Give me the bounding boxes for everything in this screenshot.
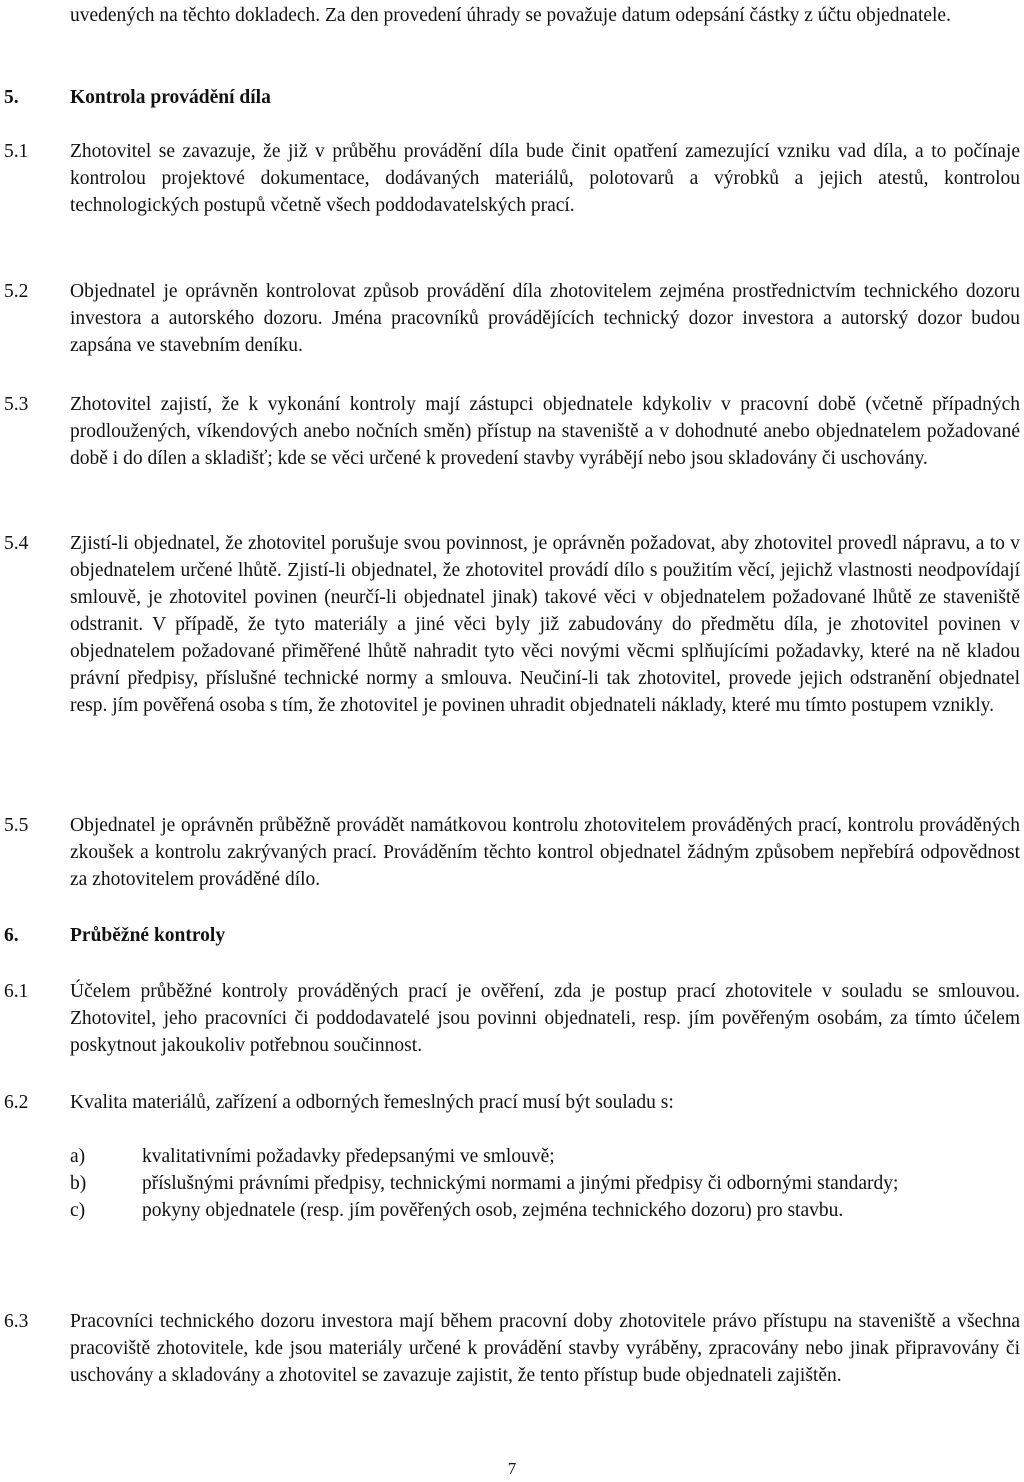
clause-number: 6.3 <box>4 1311 29 1332</box>
clause-number: 5.3 <box>4 394 29 415</box>
list-item-text: příslušnými právními předpisy, technickými normami a jinými předpisy či odbornými standardy; <box>142 1173 899 1194</box>
clause-text: Objednatel je oprávněn kontrolovat způsob provádění díla zhotovitelem zejména prostřednictvím technického dozoru investora a autorského dozoru. Jména pracovníků provádějících technický dozor investora a autorský dozor budou zapsána ve stavebním deníku. <box>70 281 1020 356</box>
clause-6-2-list <box>70 1143 980 1224</box>
list-item-label: c) <box>70 1200 86 1221</box>
list-item <box>70 1197 980 1224</box>
clause-text: Zjistí-li objednatel, že zhotovitel porušuje svou povinnost, je oprávněn požadovat, aby zhotovitel provedl nápravu, a to v objednatelem určené lhůtě. Zjistí-li objednatel, že zhotovitel provádí dílo s použitím věcí, jejichž vlastnosti neodpovídají smlouvě, je zhotovitel povinen (neurčí-li objednatel jinak) takové věci v objednatelem požadované lhůtě ze staveniště odstranit. V případě, že tyto materiály a jiné věci byly již zabudovány do předmětu díla, je zhotovitel povinen v objednatelem požadované přiměřené lhůtě nahradit tyto věci novými věcmi splňujícími požadavky, které na ně kladou právní předpisy, příslušné technické normy a smlouva. Neučiní-li tak zhotovitel, provede jejich odstranění objednatel resp. jím pověřená osoba s tím, že zhotovitel je povinen uhradit objednateli náklady, které mu tímto postupem vznikly. <box>70 533 1020 716</box>
section-heading: Kontrola provádění díla <box>70 87 271 108</box>
list-item-label: a) <box>70 1146 86 1167</box>
section-number: 6. <box>4 925 19 946</box>
clause-number: 5.2 <box>4 281 29 302</box>
list-item-label: b) <box>70 1173 87 1194</box>
clause-number: 5.4 <box>4 533 29 554</box>
clause-text: Zhotovitel zajistí, že k vykonání kontroly mají zástupci objednatele kdykoliv v pracovní době (včetně případných prodloužených, víkendových anebo nočních směn) přístup na staveniště a v dohodnuté anebo objednatelem požadované době i do dílen a skladišť; kde se věci určené k provedení stavby vyrábějí nebo jsou skladovány či uschovány. <box>70 394 1020 469</box>
intro-paragraph: uvedených na těchto dokladech. Za den provedení úhrady se považuje datum odepsání částky z účtu objednatele. <box>70 5 951 26</box>
list-item-text: pokyny objednatele (resp. jím pověřených osob, zejména technického dozoru) pro stavbu. <box>142 1200 844 1221</box>
page-number: 7 <box>507 1459 517 1478</box>
clause-number: 5.1 <box>4 141 29 162</box>
section-number: 5. <box>4 87 19 108</box>
clause-text: Účelem průběžné kontroly prováděných prací je ověření, zda je postup prací zhotovitele v souladu se smlouvou. Zhotovitel, jeho pracovníci či poddodavatelé jsou povinni objednateli, resp. jím pověřeným osobám, za tímto účelem poskytnout jakoukoliv potřebnou součinnost. <box>70 981 1020 1056</box>
section-heading: Průběžné kontroly <box>70 925 226 946</box>
list-item <box>70 1170 980 1197</box>
clause-text: Pracovníci technického dozoru investora mají během pracovní doby zhotovitele právo přístupu na staveniště a všechna pracoviště zhotovitele, kde jsou materiály určené k provádění stavby vyráběny, zpracovány nebo jinak připravovány či uschovány a skladovány a zhotovitel se zavazuje zajistit, že tento přístup bude objednateli zajištěn. <box>70 1311 1020 1386</box>
clause-text: Zhotovitel se zavazuje, že již v průběhu provádění díla bude činit opatření zamezující vzniku vad díla, a to počínaje kontrolou projektové dokumentace, dodávaných materiálů, polotovarů a výrobků a jejich atestů, kontrolou technologických postupů včetně všech poddodavatelských prací. <box>70 141 1020 216</box>
clause-text: Kvalita materiálů, zařízení a odborných řemeslných prací musí být souladu s: <box>70 1092 674 1113</box>
clause-number: 6.2 <box>4 1092 29 1113</box>
clause-number: 6.1 <box>4 981 29 1002</box>
clause-text: Objednatel je oprávněn průběžně provádět namátkovou kontrolu zhotovitelem prováděných prací, kontrolu prováděných zkoušek a kontrolu zakrývaných prací. Prováděním těchto kontrol objednatel žádným způsobem nepřebírá odpovědnost za zhotovitelem prováděné dílo. <box>70 815 1020 890</box>
list-item-text: kvalitativními požadavky předepsanými ve smlouvě; <box>142 1146 555 1167</box>
list-item <box>70 1143 980 1170</box>
clause-number: 5.5 <box>4 815 29 836</box>
